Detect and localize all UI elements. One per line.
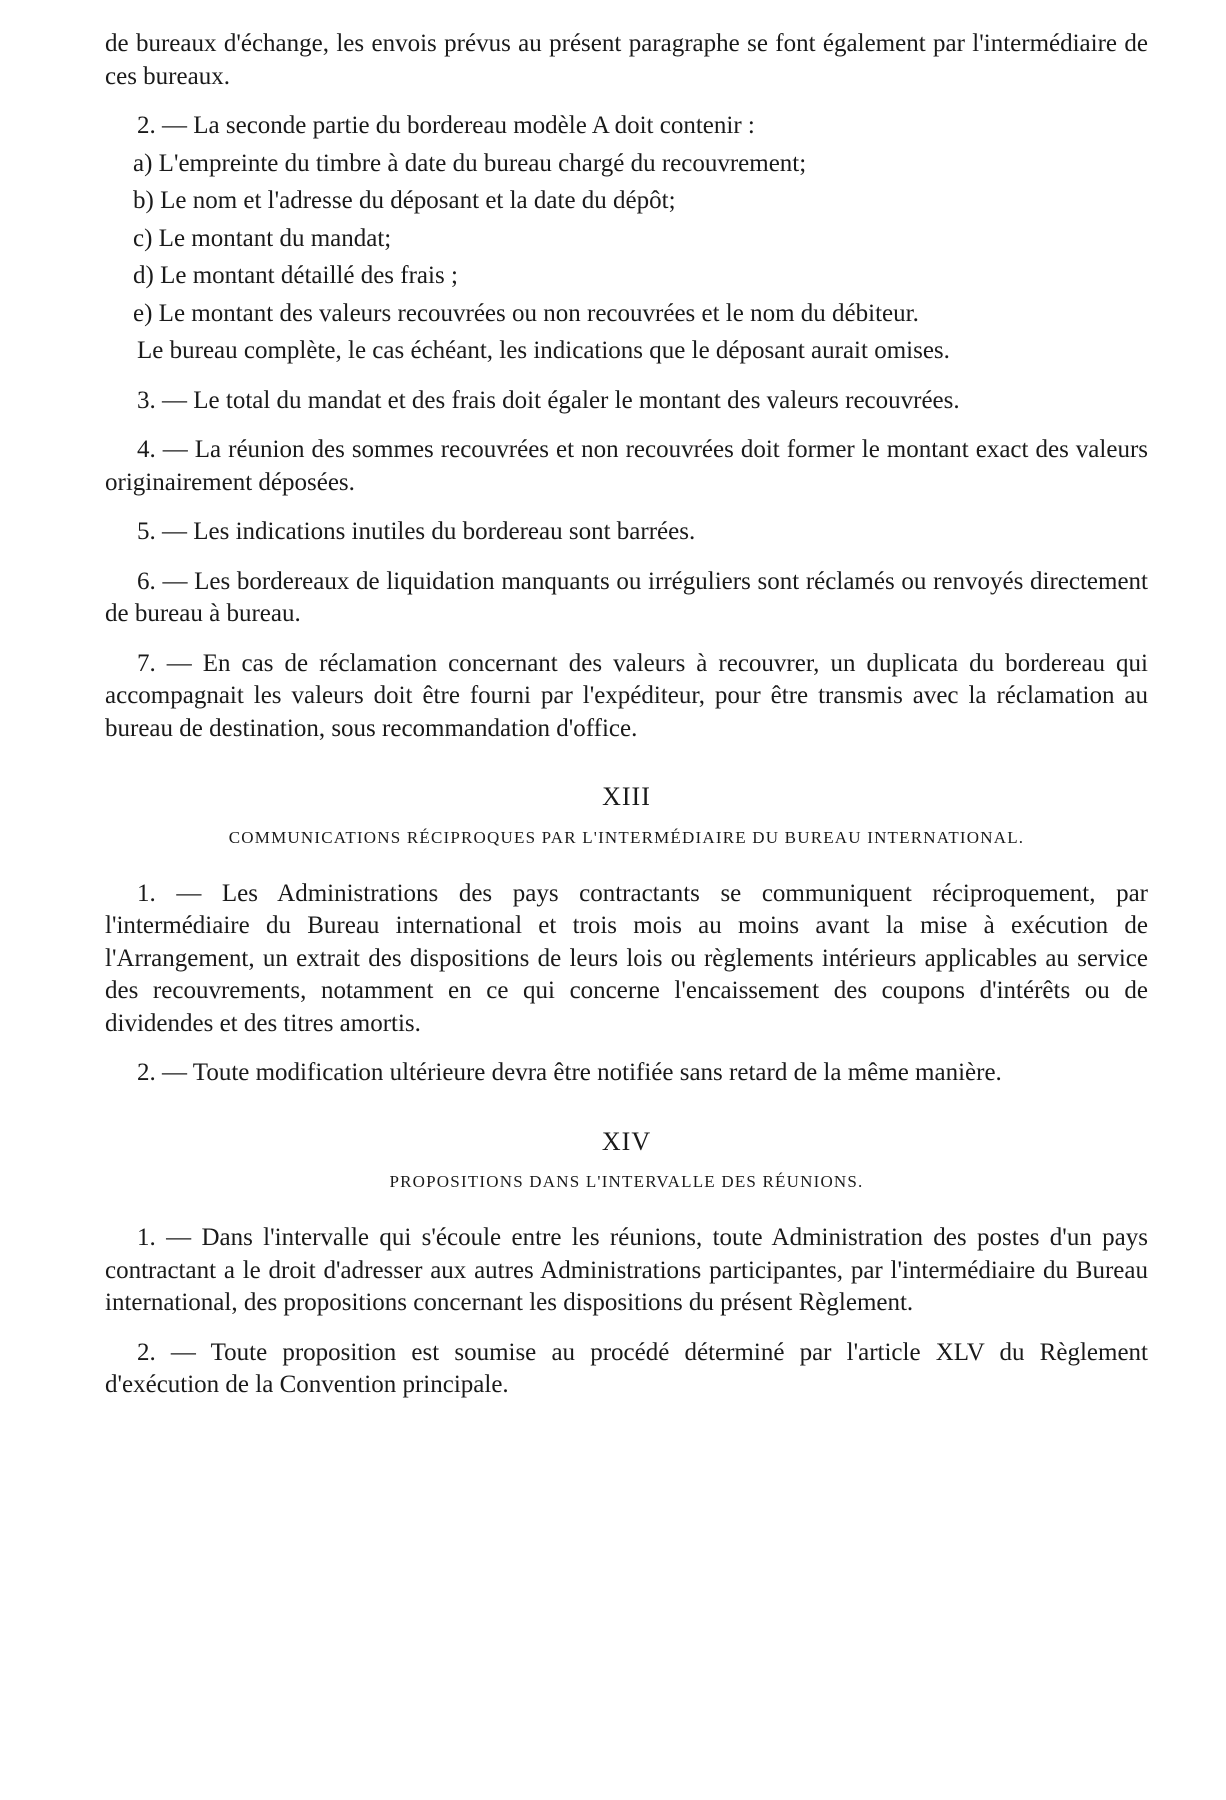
intro-paragraph: de bureaux d'échange, les envois prévus au présent paragraphe se font également par l'intermédiaire de ces bureaux. (105, 30, 1148, 90)
list-item-d: d) Le montant détaillé des frais ; (133, 262, 458, 289)
paragraph-4: 4. — La réunion des sommes recouvrées et non recouvrées doit former le montant exact des valeurs originairement déposées. (105, 436, 1148, 496)
section-13-title: COMMUNICATIONS RÉCIPROQUES PAR L'INTERMÉDIAIRE DU BUREAU INTERNATIONAL. (228, 827, 1025, 847)
section-14-title: PROPOSITIONS DANS L'INTERVALLE DES RÉUNIONS. (389, 1172, 864, 1191)
list-item-e: e) Le montant des valeurs recouvrées ou non recouvrées et le nom du débiteur. (133, 299, 919, 327)
section-13-paragraph-1: 1. — Les Administrations des pays contractants se communiquent réciproquement, par l'intermédiaire du Bureau international et trois mois au moins avant la mise à exécution de l'Arrangement, un extrait des dispositions de leurs lois ou règlements intérieurs applicables au service des recouvrements, notamment en ce qui concerne l'encaissement des coupons d'intérêts ou de dividendes et des titres amortis. (105, 879, 1148, 1037)
paragraph-2-note: Le bureau complète, le cas échéant, les indications que le déposant aurait omises. (137, 337, 950, 364)
list-item-a: a) L'empreinte du timbre à date du bureau chargé du recouvrement; (133, 149, 807, 177)
section-13-paragraph-2: 2. — Toute modification ultérieure devra être notifiée sans retard de la même manière. (137, 1059, 1002, 1086)
list-item-c: c) Le montant du mandat; (133, 224, 392, 252)
section-14-number: XIV (601, 1126, 652, 1156)
paragraph-2: 2. — La seconde partie du bordereau modèle A doit contenir : (137, 112, 755, 139)
list-item-b: b) Le nom et l'adresse du déposant et la date du dépôt; (133, 187, 676, 214)
section-13-number: XIII (602, 782, 651, 811)
section-14-paragraph-1: 1. — Dans l'intervalle qui s'écoule entre les réunions, toute Administration des postes d'un pays contractant a le droit d'adresser aux autres Administrations participantes, par l'intermédiaire du Bureau international, des propositions concernant les dispositions du présent Règlement. (105, 1224, 1148, 1316)
paragraph-7: 7. — En cas de réclamation concernant des valeurs à recouvrer, un duplicata du bordereau qui accompagnait les valeurs doit être fourni par l'expéditeur, pour être transmis avec la réclamation au bureau de destination, sous recommandation d'office. (105, 649, 1148, 742)
paragraph-6: 6. — Les bordereaux de liquidation manquants ou irréguliers sont réclamés ou renvoyés directement de bureau à bureau. (105, 567, 1148, 627)
paragraph-3: 3. — Le total du mandat et des frais doit égaler le montant des valeurs recouvrées. (137, 386, 960, 414)
section-14-paragraph-2: 2. — Toute proposition est soumise au procédé déterminé par l'article XLV du Règlement d'exécution de la Convention principale. (105, 1338, 1148, 1398)
paragraph-5: 5. — Les indications inutiles du bordereau sont barrées. (137, 518, 696, 545)
